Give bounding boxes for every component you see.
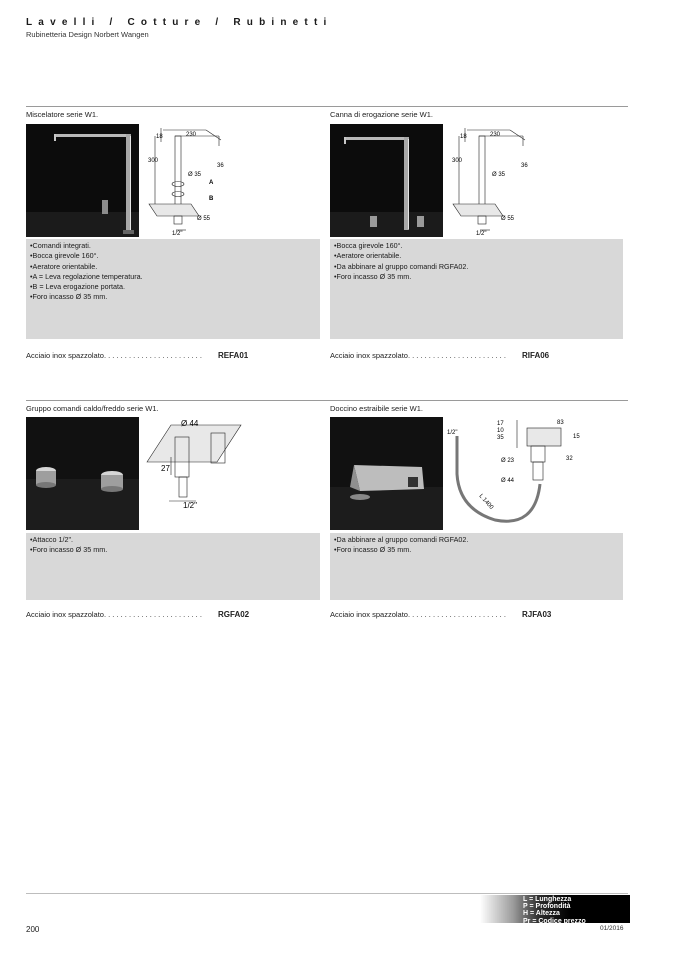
leader-dots: . . . . . . . . . . . . . . . . . . . . . . . . bbox=[407, 610, 506, 619]
dim-label: 230 bbox=[490, 132, 501, 138]
page-title: Lavelli / Cotture / Rubinetti bbox=[26, 17, 333, 28]
feature-item: • Aeratore orientabile. bbox=[334, 251, 619, 261]
controls-drawing bbox=[141, 417, 251, 512]
product-title: Doccino estraibile serie W1. bbox=[330, 404, 423, 413]
dim-label: 27 bbox=[161, 464, 170, 473]
product-photo bbox=[26, 124, 139, 237]
legend-item: H = Altezza bbox=[523, 910, 560, 918]
feature-item: • Da abbinare al gruppo comandi RGFA02. bbox=[334, 535, 619, 545]
dim-label: Ø 55 bbox=[501, 216, 515, 222]
product-title: Miscelatore serie W1. bbox=[26, 110, 99, 119]
dim-label: 18 bbox=[460, 134, 467, 140]
material-label: Acciaio inox spazzolato bbox=[26, 351, 104, 360]
technical-drawing bbox=[445, 414, 585, 532]
dim-label: B bbox=[209, 196, 214, 202]
material-label: Acciaio inox spazzolato bbox=[330, 610, 408, 619]
dim-label: 1/2" bbox=[172, 231, 183, 237]
dim-label: 35 bbox=[497, 435, 504, 441]
dim-label: Ø 44 bbox=[181, 419, 199, 428]
section-divider bbox=[26, 106, 628, 107]
feature-item: • B = Leva erogazione portata. bbox=[30, 282, 316, 292]
product-code: RGFA02 bbox=[218, 610, 250, 619]
edition-date: 01/2016 bbox=[600, 925, 624, 932]
feature-item: • Attacco 1/2". bbox=[30, 535, 316, 545]
section-divider bbox=[26, 400, 628, 401]
material-label: Acciaio inox spazzolato bbox=[330, 351, 408, 360]
dim-label: 17 bbox=[497, 421, 504, 427]
spout-drawing bbox=[445, 124, 535, 237]
price-line bbox=[330, 610, 624, 619]
dim-label: 1/2" bbox=[476, 231, 487, 237]
page-subtitle: Rubinetteria Design Norbert Wangen bbox=[26, 30, 149, 39]
mixer-photo-image bbox=[26, 124, 139, 237]
feature-item: • Comandi integrati. bbox=[30, 241, 316, 251]
feature-item: • A = Leva regolazione temperatura. bbox=[30, 272, 316, 282]
mixer-drawing bbox=[141, 124, 231, 237]
legend-item: L = Lunghezza bbox=[523, 896, 572, 903]
feature-item: • Da abbinare al gruppo comandi RGFA02. bbox=[334, 262, 619, 272]
feature-item: • Foro incasso Ø 35 mm. bbox=[30, 292, 316, 302]
feature-item: • Foro incasso Ø 35 mm. bbox=[334, 545, 619, 555]
dim-label: 300 bbox=[148, 158, 159, 164]
dim-label: Ø 35 bbox=[492, 172, 506, 178]
dim-label: Ø 44 bbox=[501, 478, 515, 484]
dim-label: 230 bbox=[186, 132, 197, 138]
product-photo bbox=[330, 124, 443, 237]
footer-divider bbox=[26, 893, 628, 894]
controls-photo-image bbox=[26, 417, 139, 530]
feature-item: • Bocca girevole 160°. bbox=[30, 251, 316, 261]
price-line bbox=[26, 610, 320, 619]
dim-label: 32 bbox=[566, 456, 573, 462]
product-code: RJFA03 bbox=[522, 610, 552, 619]
material-label: Acciaio inox spazzolato bbox=[26, 610, 104, 619]
technical-drawing bbox=[141, 124, 231, 237]
price-line bbox=[26, 351, 320, 360]
shower-photo-image bbox=[330, 417, 443, 530]
dim-label: 36 bbox=[521, 163, 528, 169]
dim-label: A bbox=[209, 180, 214, 186]
feature-item: • Aeratore orientabile. bbox=[30, 262, 316, 272]
dim-label: L 1400 bbox=[477, 493, 495, 511]
feature-box bbox=[330, 533, 623, 600]
dim-label: 18 bbox=[156, 134, 163, 140]
leader-dots: . . . . . . . . . . . . . . . . . . . . . . . . bbox=[103, 351, 202, 360]
dim-label: 1/2" bbox=[447, 430, 458, 436]
leader-dots: . . . . . . . . . . . . . . . . . . . . . . . . bbox=[103, 610, 202, 619]
product-title: Canna di erogazione serie W1. bbox=[330, 110, 433, 119]
product-code: REFA01 bbox=[218, 351, 249, 360]
feature-box bbox=[330, 239, 623, 339]
technical-drawing bbox=[141, 417, 251, 512]
product-title: Gruppo comandi caldo/freddo serie W1. bbox=[26, 404, 159, 413]
dim-label: 83 bbox=[557, 420, 564, 426]
product-code: RIFA06 bbox=[522, 351, 550, 360]
product-photo bbox=[330, 417, 443, 530]
legend bbox=[523, 896, 586, 925]
feature-item: • Foro incasso Ø 35 mm. bbox=[30, 545, 316, 555]
dim-label: 36 bbox=[217, 163, 224, 169]
dim-label: 300 bbox=[452, 158, 463, 164]
dim-label: 10 bbox=[497, 428, 504, 434]
feature-box bbox=[26, 533, 320, 600]
shower-drawing bbox=[445, 414, 585, 532]
dim-label: 1/2" bbox=[183, 501, 197, 510]
feature-item: • Bocca girevole 160°. bbox=[334, 241, 619, 251]
dim-label: Ø 55 bbox=[197, 216, 211, 222]
legend-item: P = Profondità bbox=[523, 903, 571, 911]
feature-box bbox=[26, 239, 320, 339]
price-line bbox=[330, 351, 624, 360]
feature-item: • Foro incasso Ø 35 mm. bbox=[334, 272, 619, 282]
dim-label: Ø 35 bbox=[188, 172, 202, 178]
page-number: 200 bbox=[26, 925, 40, 934]
technical-drawing bbox=[445, 124, 535, 237]
spout-photo-image bbox=[330, 124, 443, 237]
product-photo bbox=[26, 417, 139, 530]
dim-label: Ø 23 bbox=[501, 458, 515, 464]
legend-item: Pr = Codice prezzo bbox=[523, 917, 586, 925]
dim-label: 15 bbox=[573, 434, 580, 440]
leader-dots: . . . . . . . . . . . . . . . . . . . . . . . . bbox=[407, 351, 506, 360]
